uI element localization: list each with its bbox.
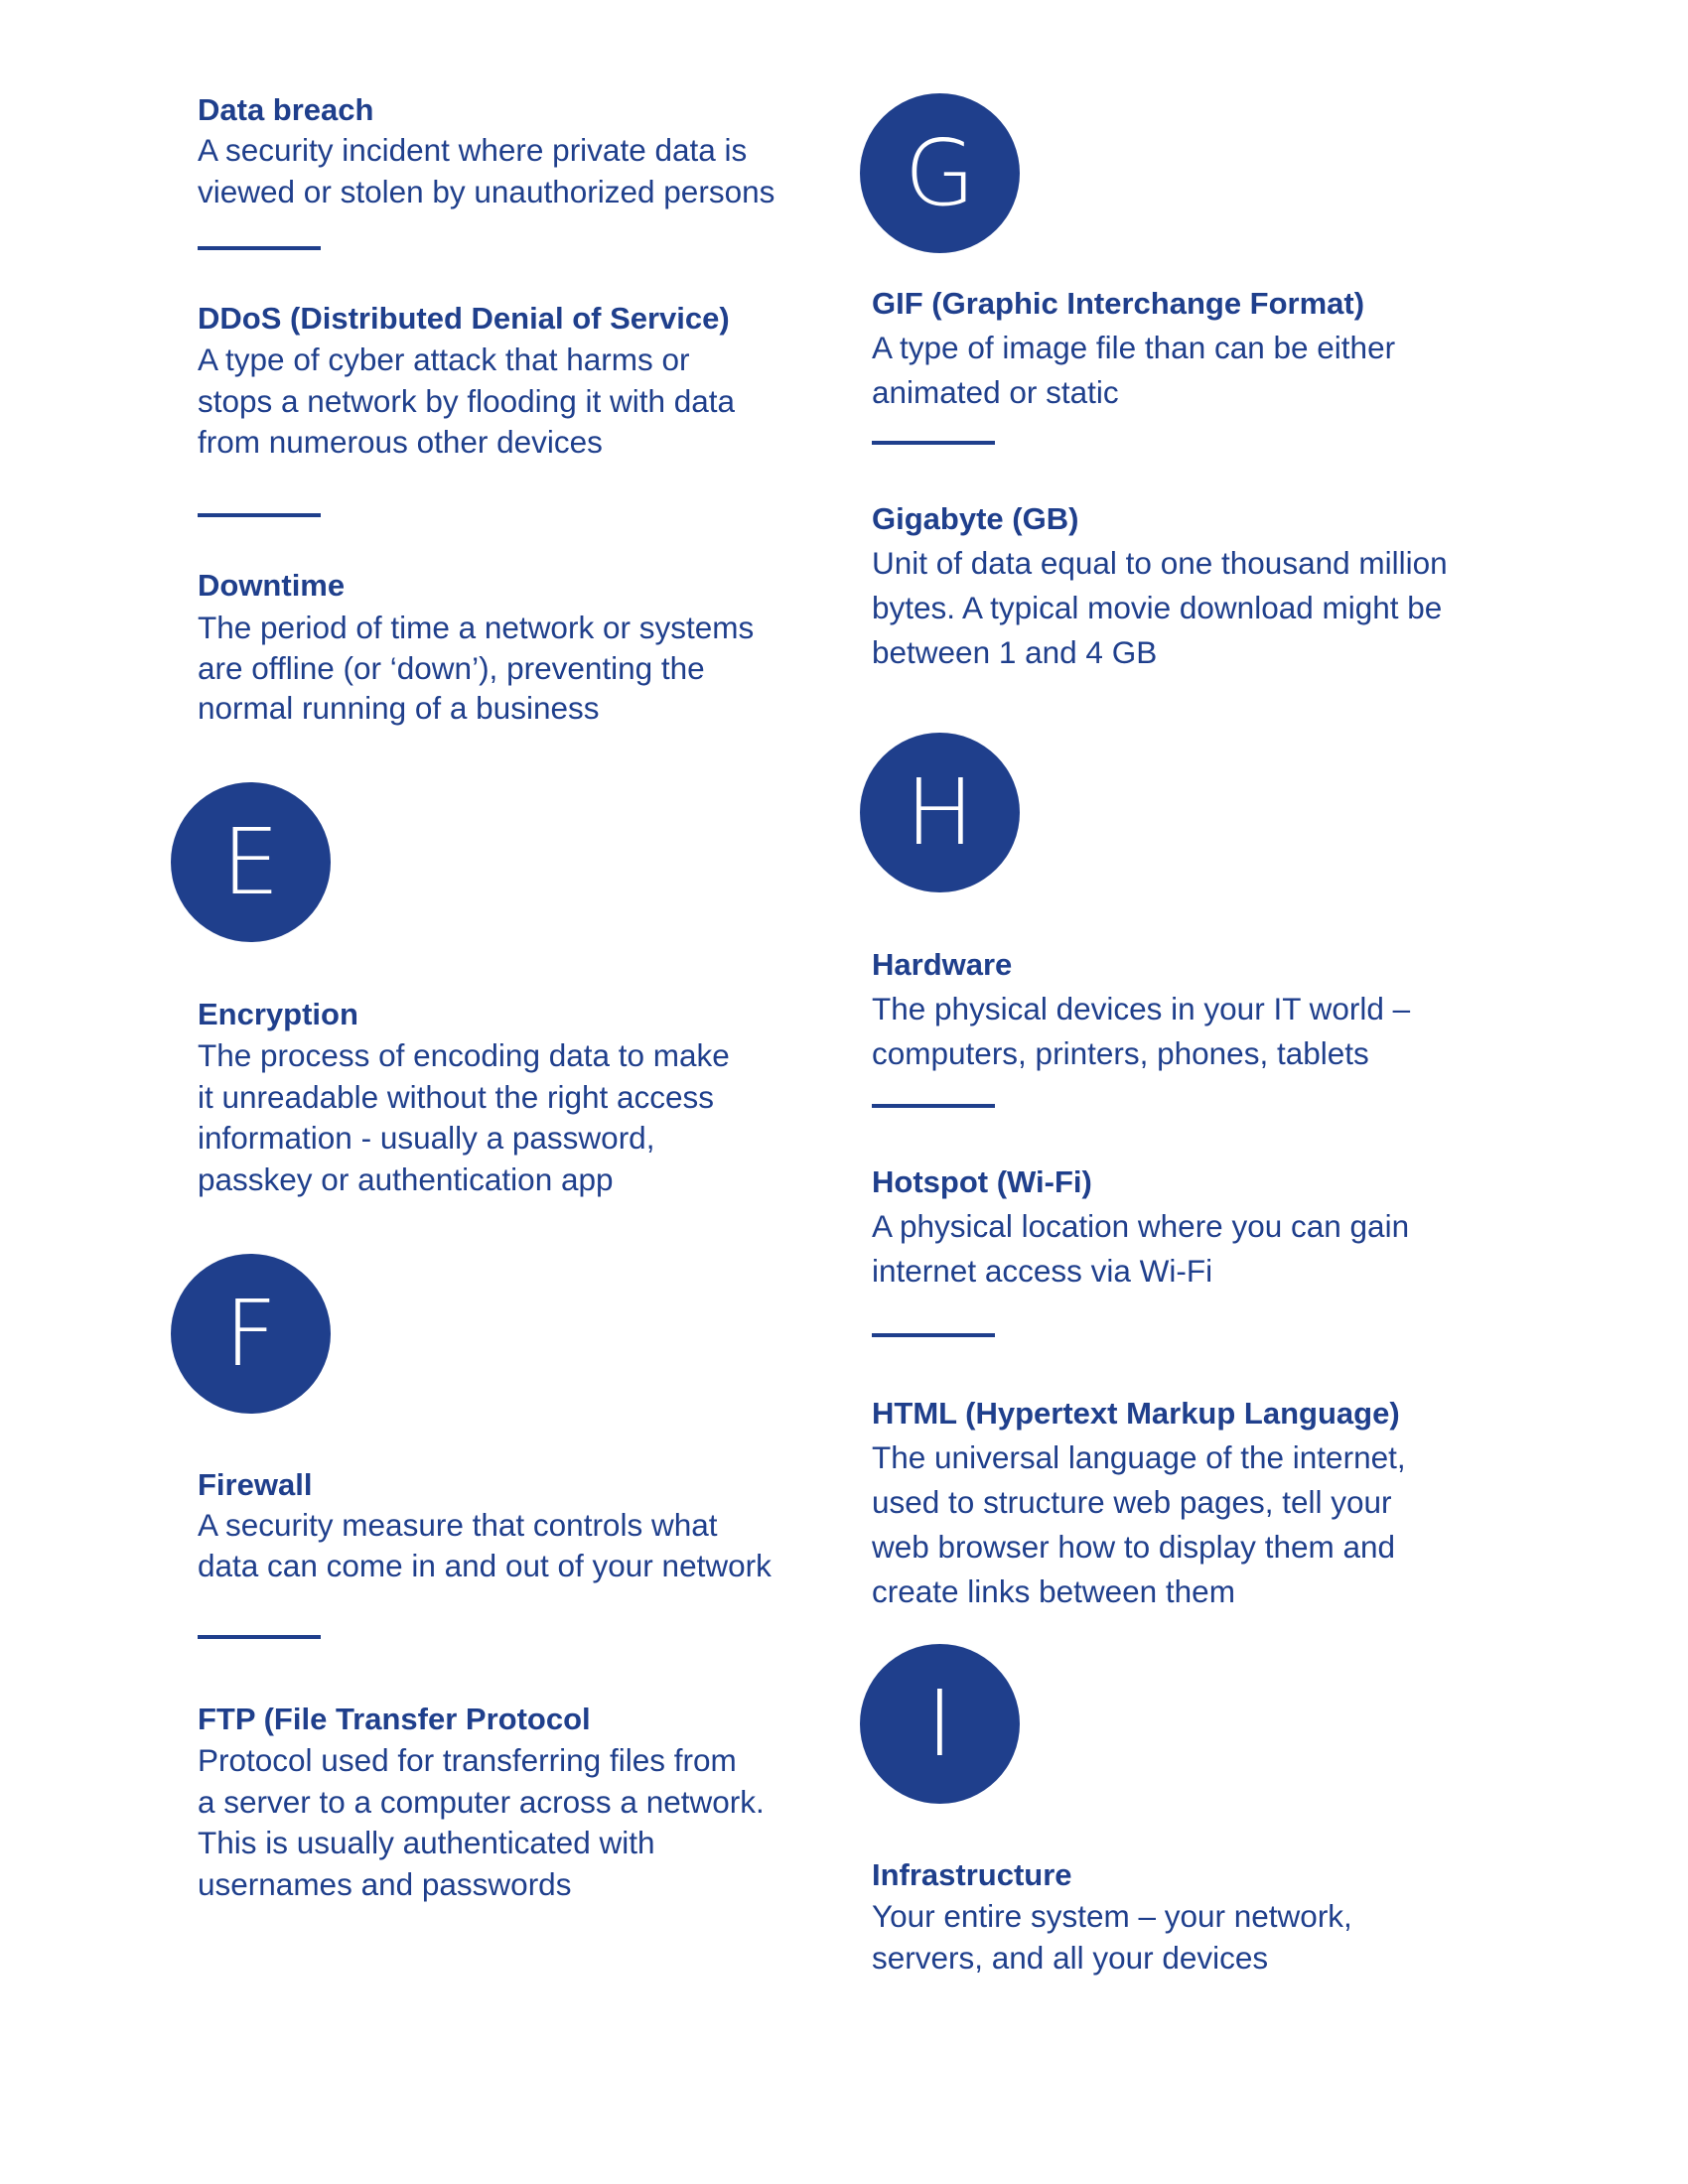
letter-badge-h: H: [860, 733, 1020, 892]
term-gif: GIF (Graphic Interchange Format): [872, 286, 1365, 321]
definition-hardware: The physical devices in your IT world – computers, printers, phones, tablets: [872, 991, 1411, 1071]
term-firewall: Firewall: [198, 1467, 313, 1502]
definition-downtime: The period of time a network or systems are offline (or ‘down’), preventing the normal running of a business: [198, 610, 755, 726]
term-ftp: FTP (File Transfer Protocol: [198, 1702, 591, 1736]
definition-data-breach: A security incident where private data is viewed or stolen by unauthorized persons: [198, 132, 775, 209]
term-hardware: Hardware: [872, 947, 1013, 982]
divider: [198, 513, 321, 517]
letter-badge-i: I: [860, 1644, 1020, 1804]
definition-infrastructure: Your entire system – your network, servers, and all your devices: [872, 1898, 1352, 1976]
divider: [198, 1635, 321, 1639]
term-infrastructure: Infrastructure: [872, 1857, 1072, 1892]
term-encryption: Encryption: [198, 997, 358, 1031]
letter-badge-g: G: [860, 93, 1020, 253]
term-gigabyte: Gigabyte (GB): [872, 501, 1079, 536]
definition-ddos: A type of cyber attack that harms or stops a network by flooding it with data from numerous other devices: [198, 341, 736, 460]
definition-firewall: A security measure that controls what data can come in and out of your network: [198, 1507, 772, 1583]
definition-hotspot: A physical location where you can gain internet access via Wi-Fi: [872, 1208, 1410, 1289]
term-data-breach: Data breach: [198, 92, 374, 127]
letter-badge-f: F: [171, 1254, 331, 1414]
divider: [872, 1104, 995, 1108]
term-downtime: Downtime: [198, 568, 346, 603]
divider: [872, 441, 995, 445]
term-ddos: DDoS (Distributed Denial of Service): [198, 301, 730, 336]
definition-encryption: The process of encoding data to make it unreadable without the right access information - usually a password, passkey or authentication app: [198, 1037, 730, 1197]
term-html: HTML (Hypertext Markup Language): [872, 1396, 1400, 1431]
letter-badge-e: E: [171, 782, 331, 942]
definition-gigabyte: Unit of data equal to one thousand million bytes. A typical movie download might be between 1 and 4 GB: [872, 545, 1448, 670]
divider: [198, 246, 321, 250]
definition-gif: A type of image file than can be either animated or static: [872, 330, 1396, 410]
term-hotspot: Hotspot (Wi-Fi): [872, 1164, 1092, 1199]
definition-ftp: Protocol used for transferring files from a server to a computer across a network. This is usually authenticated with usernames and passwords: [198, 1742, 765, 1902]
definition-html: The universal language of the internet, used to structure web pages, tell your web browser how to display them and create links between them: [872, 1439, 1406, 1609]
divider: [872, 1333, 995, 1337]
